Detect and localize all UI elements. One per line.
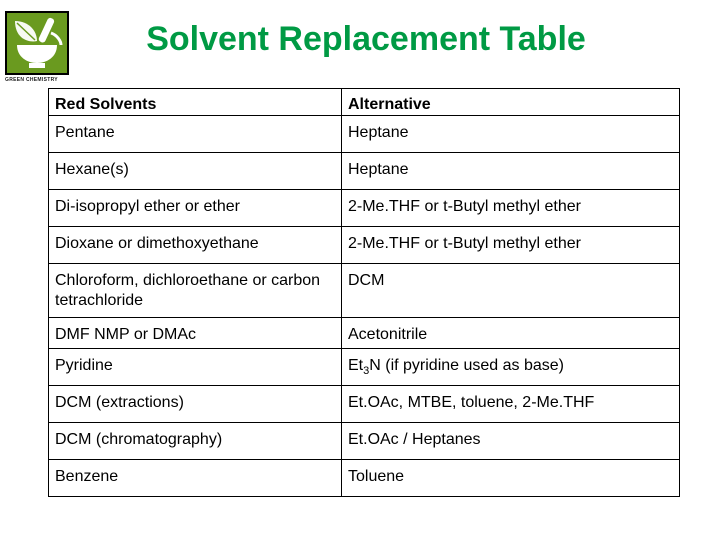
- table-row: [49, 386, 680, 423]
- alternative-cell: DCM: [342, 264, 680, 318]
- table-row: [49, 460, 680, 497]
- table-row: [49, 227, 680, 264]
- table-row: [49, 264, 680, 318]
- table-row: [49, 116, 680, 153]
- red-solvent-cell: DCM (extractions): [49, 386, 342, 423]
- red-solvent-cell: Chloroform, dichloroethane or carbon tetrachloride: [49, 264, 342, 318]
- et3n-post: N (if pyridine used as base): [369, 357, 565, 374]
- alternative-cell: [342, 349, 680, 386]
- et3n-subscript: 3: [363, 365, 370, 377]
- solvent-table: [48, 88, 680, 497]
- red-solvent-cell: Hexane(s): [49, 153, 342, 190]
- table-row: [49, 190, 680, 227]
- red-solvent-cell: Benzene: [49, 460, 342, 497]
- alternative-cell: Heptane: [342, 116, 680, 153]
- red-solvent-cell: Pyridine: [49, 349, 342, 386]
- logo-caption: GREEN CHEMISTRY: [5, 77, 58, 83]
- table-row: [49, 349, 680, 386]
- alternative-cell: Acetonitrile: [342, 318, 680, 349]
- red-solvent-cell: Dioxane or dimethoxyethane: [49, 227, 342, 264]
- page-title: Solvent Replacement Table: [146, 20, 586, 58]
- alternative-cell: 2-Me.THF or t-Butyl methyl ether: [342, 190, 680, 227]
- et3n-pre: Et: [348, 357, 364, 374]
- alternative-cell: Et.OAc / Heptanes: [342, 423, 680, 460]
- table-row: [49, 318, 680, 349]
- alternative-cell: Et.OAc, MTBE, toluene, 2-Me.THF: [342, 386, 680, 423]
- table-row: [49, 423, 680, 460]
- table-header-row: [49, 89, 680, 116]
- header-alternative: Alternative: [342, 89, 680, 116]
- red-solvent-cell: Pentane: [49, 116, 342, 153]
- header-red-solvents: Red Solvents: [49, 89, 342, 116]
- alternative-cell: 2-Me.THF or t-Butyl methyl ether: [342, 227, 680, 264]
- alternative-cell: Heptane: [342, 153, 680, 190]
- alternative-cell: Toluene: [342, 460, 680, 497]
- red-solvent-cell: DMF NMP or DMAc: [49, 318, 342, 349]
- table-row: [49, 153, 680, 190]
- red-solvent-cell: Di-isopropyl ether or ether: [49, 190, 342, 227]
- red-solvent-cell: DCM (chromatography): [49, 423, 342, 460]
